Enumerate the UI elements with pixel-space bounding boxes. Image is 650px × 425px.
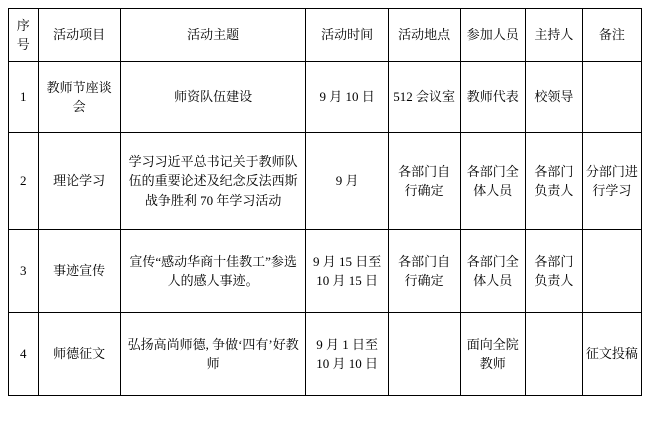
column-header-place: 活动地点	[388, 9, 460, 62]
cell-theme: 学习习近平总书记关于教师队伍的重要论述及纪念反法西斯战争胜利 70 年学习活动	[120, 133, 306, 230]
cell-theme: 师资队伍建设	[120, 62, 306, 133]
cell-place: 512 会议室	[388, 62, 460, 133]
cell-host: 各部门负责人	[525, 133, 582, 230]
cell-time: 9 月 1 日至 10 月 10 日	[306, 313, 388, 396]
column-header-index: 序号	[9, 9, 39, 62]
cell-item: 教师节座谈会	[38, 62, 120, 133]
cell-host: 校领导	[525, 62, 582, 133]
table-row	[9, 62, 642, 133]
activity-schedule-table	[8, 8, 642, 396]
column-header-host: 主持人	[525, 9, 582, 62]
cell-index: 4	[9, 313, 39, 396]
cell-item: 师德征文	[38, 313, 120, 396]
cell-time: 9 月 15 日至 10 月 15 日	[306, 230, 388, 313]
cell-theme: 弘扬高尚师德, 争做‘四有’好教师	[120, 313, 306, 396]
cell-time: 9 月 10 日	[306, 62, 388, 133]
cell-theme: 宣传“感动华商十佳教工”参选人的感人事迹。	[120, 230, 306, 313]
table-row	[9, 313, 642, 396]
cell-place	[388, 313, 460, 396]
cell-people: 各部门全体人员	[460, 133, 525, 230]
column-header-theme: 活动主题	[120, 9, 306, 62]
cell-place: 各部门自行确定	[388, 230, 460, 313]
cell-note	[582, 230, 641, 313]
cell-note: 征文投稿	[582, 313, 641, 396]
cell-item: 事迹宣传	[38, 230, 120, 313]
cell-people: 面向全院教师	[460, 313, 525, 396]
column-header-item: 活动项目	[38, 9, 120, 62]
cell-note: 分部门进行学习	[582, 133, 641, 230]
cell-place: 各部门自行确定	[388, 133, 460, 230]
column-header-note: 备注	[582, 9, 641, 62]
cell-host: 各部门负责人	[525, 230, 582, 313]
table-row	[9, 133, 642, 230]
cell-item: 理论学习	[38, 133, 120, 230]
table-row	[9, 230, 642, 313]
cell-people: 教师代表	[460, 62, 525, 133]
cell-host	[525, 313, 582, 396]
cell-index: 2	[9, 133, 39, 230]
cell-index: 3	[9, 230, 39, 313]
column-header-time: 活动时间	[306, 9, 388, 62]
cell-note	[582, 62, 641, 133]
table-header-row	[9, 9, 642, 62]
column-header-people: 参加人员	[460, 9, 525, 62]
cell-index: 1	[9, 62, 39, 133]
cell-time: 9 月	[306, 133, 388, 230]
cell-people: 各部门全体人员	[460, 230, 525, 313]
